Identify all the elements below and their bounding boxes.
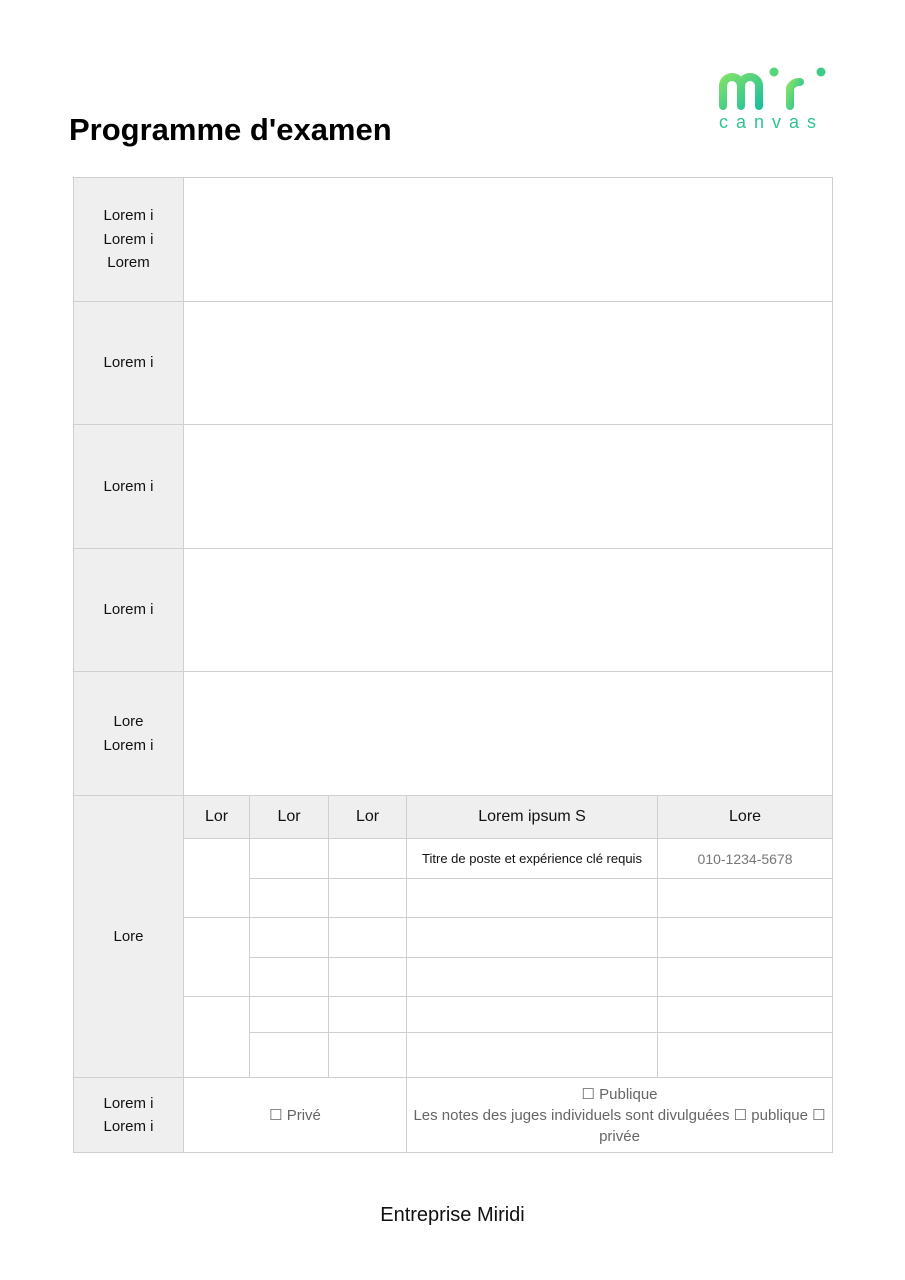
table-row: [74, 549, 833, 672]
judge-cell[interactable]: [407, 918, 658, 958]
judge-cell[interactable]: [329, 1033, 407, 1078]
judge-group-cell[interactable]: [184, 918, 250, 997]
column-header: Lor: [329, 796, 407, 839]
judge-cell[interactable]: [658, 958, 833, 997]
disclosure-label: [74, 1078, 184, 1153]
judge-cell[interactable]: [658, 918, 833, 958]
public-options: [407, 1078, 833, 1153]
row-content-cell[interactable]: [184, 549, 833, 672]
row-content-cell[interactable]: [184, 672, 833, 796]
logo-subtitle: canvas: [719, 112, 825, 132]
row-label-line: Lorem i: [103, 1118, 154, 1135]
row-content-cell[interactable]: [184, 302, 833, 425]
judge-cell[interactable]: [329, 997, 407, 1033]
judges-header-row: [74, 796, 833, 839]
page-title: Programme d'examen: [69, 112, 392, 147]
column-header: Lor: [184, 796, 250, 839]
judge-cell[interactable]: [329, 879, 407, 918]
judge-cell[interactable]: [250, 879, 329, 918]
judge-cell[interactable]: [407, 1033, 658, 1078]
judge-cell[interactable]: [658, 1033, 833, 1078]
judge-cell[interactable]: [329, 958, 407, 997]
judge-group-cell[interactable]: [184, 839, 250, 918]
row-label-line: Lorem i: [103, 1094, 154, 1112]
table-row: [74, 425, 833, 549]
row-label-line: Lorem i: [103, 354, 154, 372]
table-row: [74, 302, 833, 425]
judge-cell[interactable]: [658, 879, 833, 918]
judge-cell[interactable]: [250, 997, 329, 1033]
row-label-line: Lorem i: [103, 601, 154, 619]
row-content-cell[interactable]: [184, 178, 833, 302]
judge-cell[interactable]: [250, 958, 329, 997]
table-row: [74, 178, 833, 302]
judges-label: Lore: [74, 796, 184, 1078]
judge-cell[interactable]: [329, 839, 407, 879]
private-checkbox[interactable]: ☐ Privé: [184, 1078, 407, 1153]
public-checkbox[interactable]: ☐ Publique: [581, 1085, 658, 1103]
row-label: [74, 425, 184, 549]
judge-title-cell[interactable]: Titre de poste et expérience clé requis: [407, 839, 658, 879]
judge-cell[interactable]: [407, 879, 658, 918]
row-label-line: Lorem: [107, 254, 150, 272]
company-name: Entreprise Miridi: [380, 1204, 525, 1226]
judge-cell[interactable]: [658, 997, 833, 1033]
row-label: [74, 302, 184, 425]
scores-disclosure-note[interactable]: Les notes des juges individuels sont divulguées ☐ publique ☐ privée: [413, 1106, 826, 1145]
disclosure-row: [74, 1078, 833, 1153]
column-header: Lorem ipsum S: [407, 796, 658, 839]
row-label-line: Lorem i: [103, 477, 154, 495]
judge-cell[interactable]: [329, 918, 407, 958]
judge-row: [74, 997, 833, 1033]
row-label-line: Lorem i: [103, 207, 154, 225]
miri-canvas-logo: [718, 66, 834, 133]
judge-cell[interactable]: [250, 1033, 329, 1078]
row-label: [74, 178, 184, 302]
table-row: [74, 672, 833, 796]
row-label-line: Lore: [113, 713, 144, 730]
exam-table: [73, 177, 833, 1153]
row-label-line: Lorem i: [103, 230, 154, 248]
row-label: [74, 672, 184, 796]
row-label: [74, 549, 184, 672]
judge-cell[interactable]: [407, 958, 658, 997]
judge-cell[interactable]: [250, 918, 329, 958]
row-label-line: Lorem i: [103, 736, 154, 754]
judge-cell[interactable]: [250, 839, 329, 879]
judge-row: [74, 839, 833, 879]
row-content-cell[interactable]: [184, 425, 833, 549]
judge-cell[interactable]: [407, 997, 658, 1033]
column-header: Lor: [250, 796, 329, 839]
column-header: Lore: [658, 796, 833, 839]
miri-logo-mark: [718, 66, 832, 110]
judge-row: [74, 918, 833, 958]
judge-phone-cell[interactable]: 010-1234-5678: [658, 839, 833, 879]
judge-group-cell[interactable]: [184, 997, 250, 1078]
